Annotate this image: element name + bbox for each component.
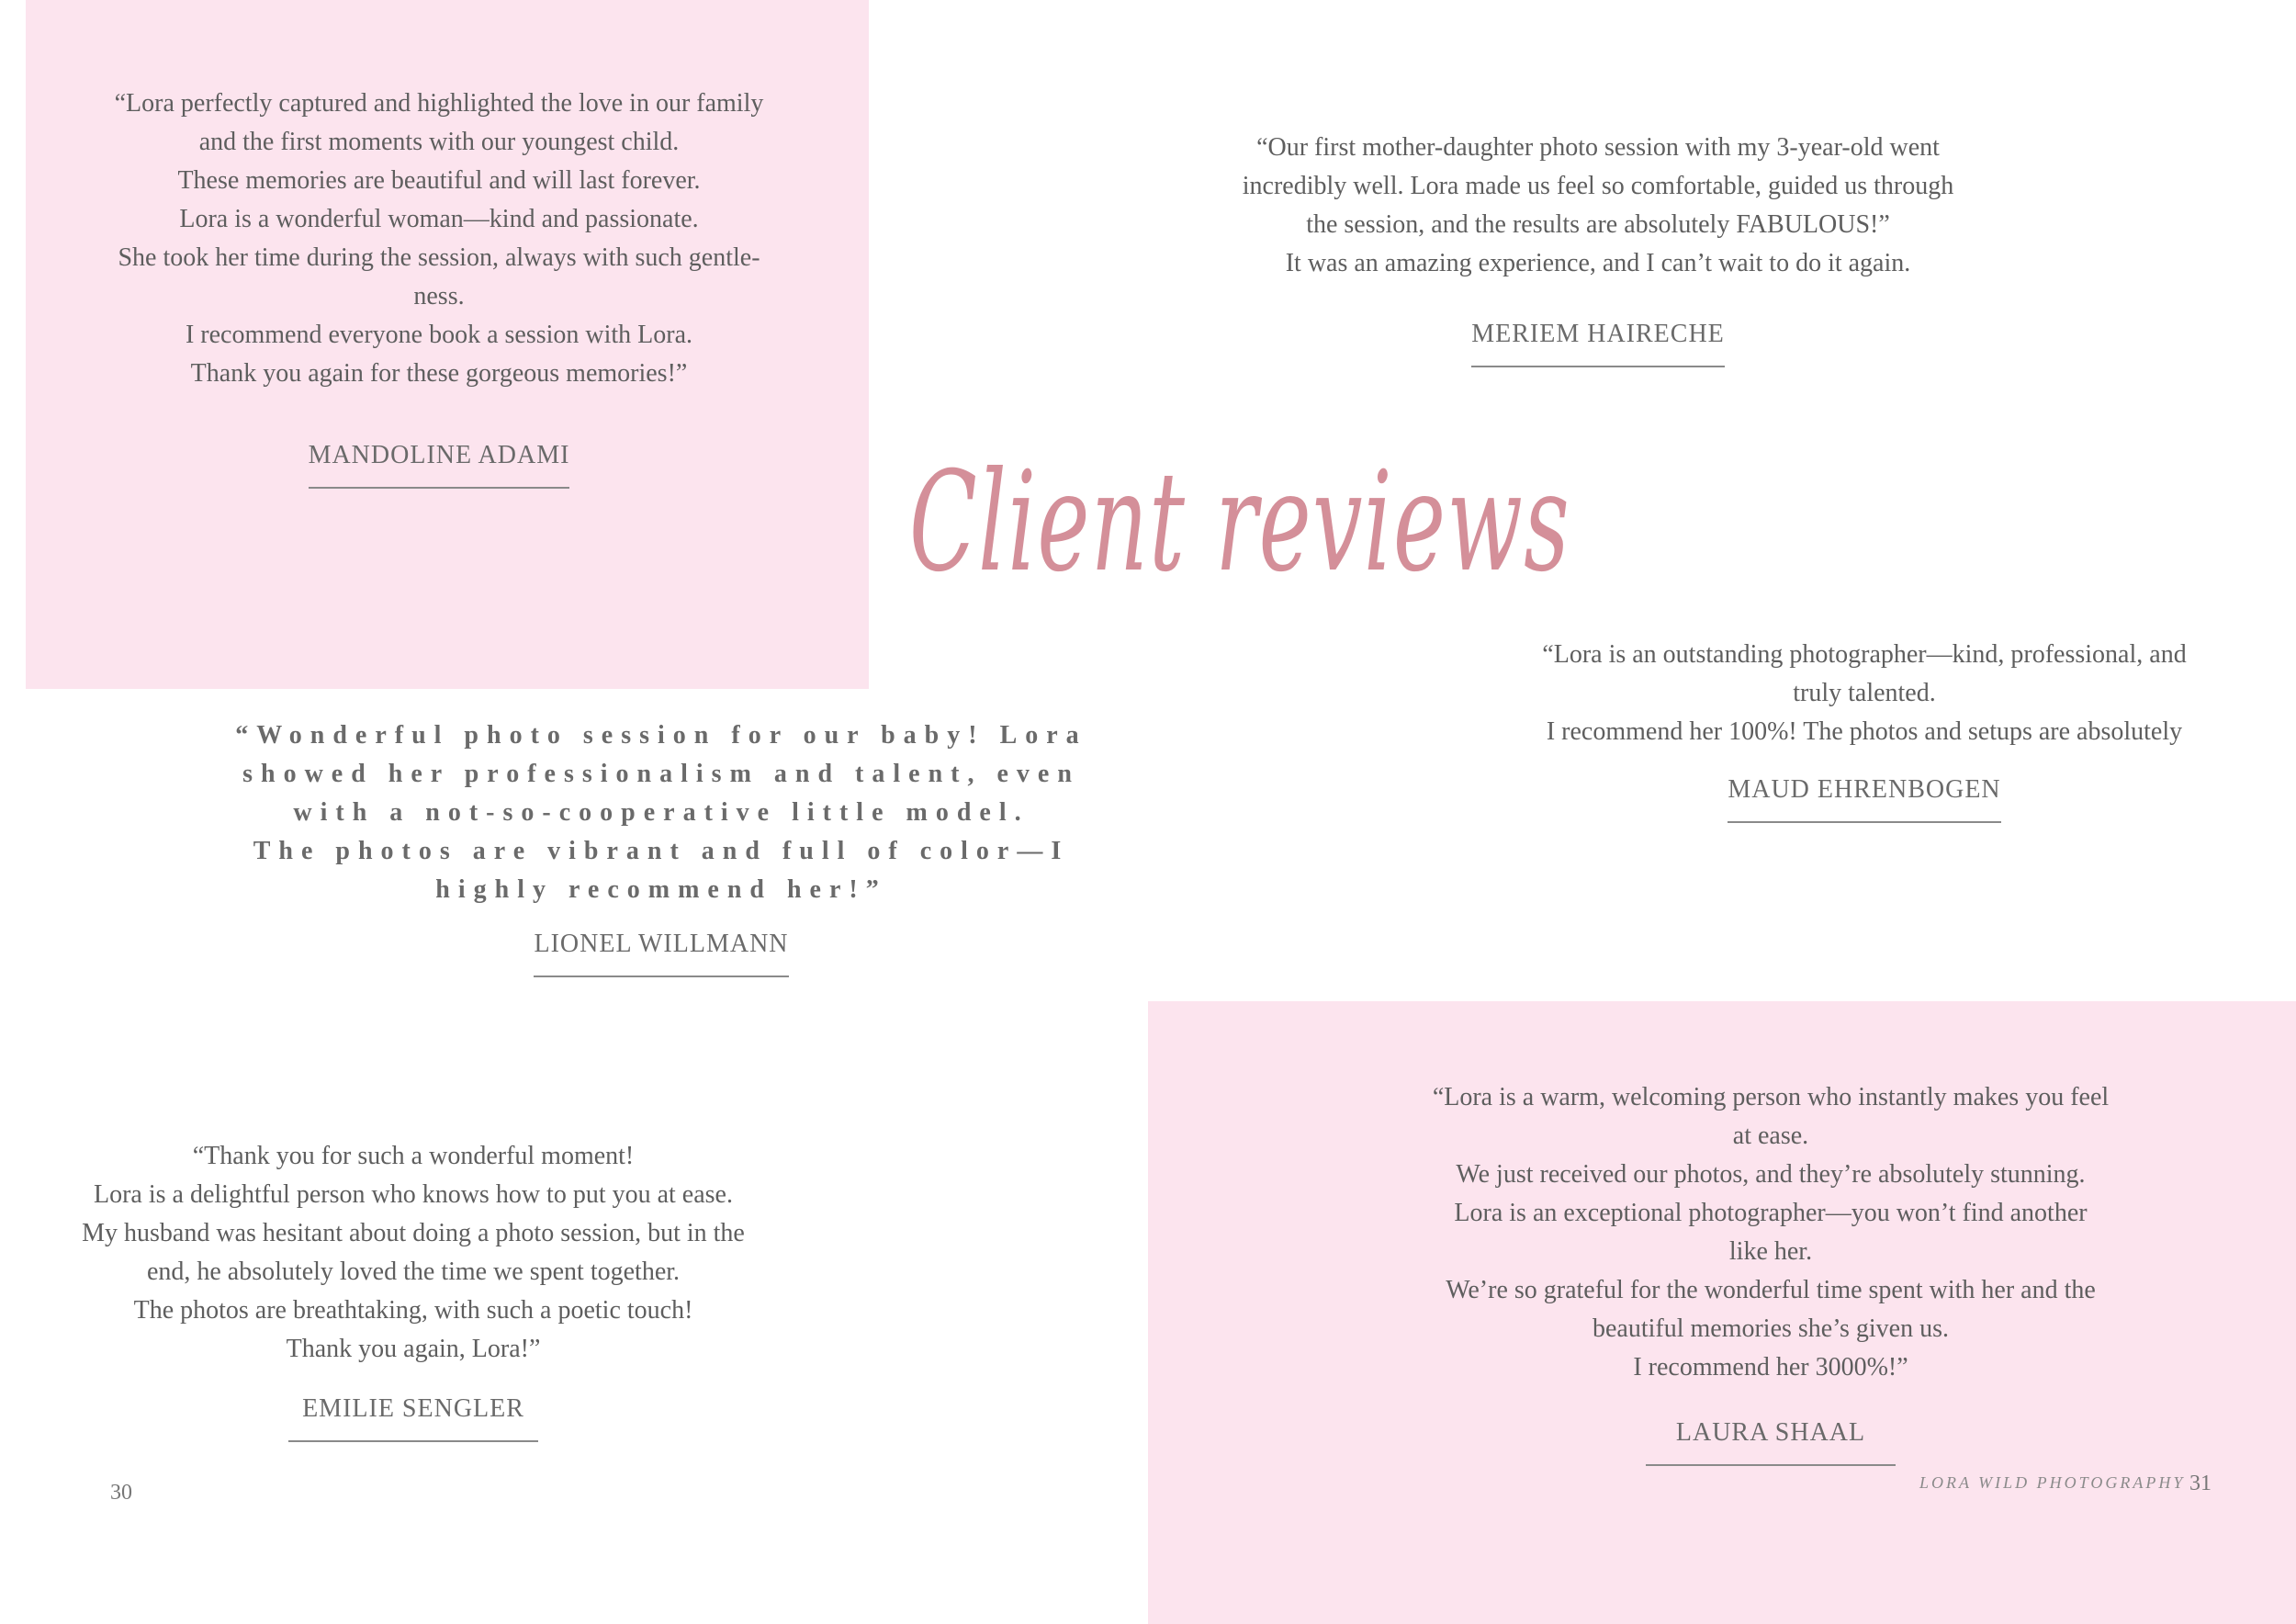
review-quote — [1376, 1078, 2166, 1387]
review-quote — [81, 85, 797, 393]
review-author: MANDOLINE ADAMI — [309, 441, 570, 489]
quote-line: We’re so grateful for the wonderful time spent with her and the — [1446, 1276, 2096, 1304]
page-title — [900, 432, 1580, 615]
quote-line: It was an amazing experience, and I can’t wait to do it again. — [1285, 249, 1911, 277]
review-quote — [37, 1137, 790, 1369]
quote-line: “Lora is an outstanding photographer—kind, professional, and — [1542, 640, 2187, 669]
quote-line: showed her professionalism and talent, even — [242, 760, 1080, 788]
page-title-text: Client reviews — [909, 443, 1570, 603]
quote-line: the session, and the results are absolutely FABULOUS!” — [1306, 210, 1890, 239]
page-number-right: 31 — [2189, 1472, 2212, 1495]
quote-line: Lora is an exceptional photographer—you won’t find another — [1454, 1199, 2088, 1227]
review-maud-ehrenbogen — [1460, 636, 2268, 823]
quote-line: The photos are vibrant and full of color—I — [253, 837, 1070, 865]
quote-line: “Lora is a warm, welcoming person who instantly makes you feel — [1432, 1083, 2110, 1111]
quote-line: “Our first mother-daughter photo session with my 3-year-old went — [1256, 133, 1940, 162]
review-quote — [202, 716, 1120, 909]
quote-line: like her. — [1728, 1237, 1813, 1266]
quote-line: and the first moments with our youngest child. — [198, 128, 680, 156]
review-author: MERIEM HAIRECHE — [1471, 320, 1725, 367]
review-emilie-sengler — [37, 1137, 790, 1442]
quote-line: Lora is a delightful person who knows how to put you at ease. — [94, 1180, 733, 1209]
review-mandoline-adami — [81, 85, 797, 489]
quote-line: beautiful memories she’s given us. — [1592, 1314, 1950, 1343]
review-quote — [1185, 129, 2011, 283]
quote-line: “Thank you for such a wonderful moment! — [192, 1142, 635, 1170]
quote-line: Thank you again for these gorgeous memories!” — [190, 359, 688, 388]
review-laura-shaal — [1376, 1078, 2166, 1466]
review-lionel-willmann — [202, 716, 1120, 977]
page-number-left: 30 — [110, 1481, 132, 1505]
quote-line: We just received our photos, and they’re absolutely stunning. — [1456, 1160, 2086, 1189]
quote-line: She took her time during the session, always with such gentle- — [118, 243, 760, 272]
quote-line: These memories are beautiful and will last forever. — [177, 166, 701, 195]
quote-line: truly talented. — [1793, 679, 1936, 707]
quote-line: “Wonderful photo session for our baby! Lora — [235, 721, 1087, 750]
quote-line: with a not-so-cooperative little model. — [293, 798, 1030, 827]
quote-line: incredibly well. Lora made us feel so comfortable, guided us through — [1242, 172, 1954, 200]
review-author: MAUD EHRENBOGEN — [1728, 775, 2000, 823]
quote-line: I recommend everyone book a session with Lora. — [185, 321, 693, 349]
quote-line: Lora is a wonderful woman—kind and passionate. — [179, 205, 699, 233]
quote-line: highly recommend her!” — [435, 875, 887, 904]
quote-line: ness. — [413, 282, 465, 310]
review-author: EMILIE SENGLER — [288, 1394, 538, 1442]
review-author: LAURA SHAAL — [1646, 1418, 1896, 1466]
quote-line: The photos are breathtaking, with such a poetic touch! — [133, 1296, 693, 1325]
review-author: LIONEL WILLMANN — [534, 930, 788, 977]
quote-line: I recommend her 3000%!” — [1633, 1353, 1908, 1382]
quote-line: My husband was hesitant about doing a photo session, but in the — [82, 1219, 745, 1247]
review-quote — [1460, 636, 2268, 751]
quote-line: end, he absolutely loved the time we spent together. — [146, 1257, 681, 1286]
quote-line: I recommend her 100%! The photos and setups are absolutely — [1546, 717, 2183, 746]
quote-line: “Lora perfectly captured and highlighted the love in our family — [114, 89, 764, 118]
footer-brand: LORA WILD PHOTOGRAPHY — [1919, 1473, 2186, 1492]
quote-line: Thank you again, Lora!” — [286, 1335, 541, 1363]
review-meriem-haireche — [1185, 129, 2011, 367]
quote-line: at ease. — [1732, 1122, 1809, 1150]
